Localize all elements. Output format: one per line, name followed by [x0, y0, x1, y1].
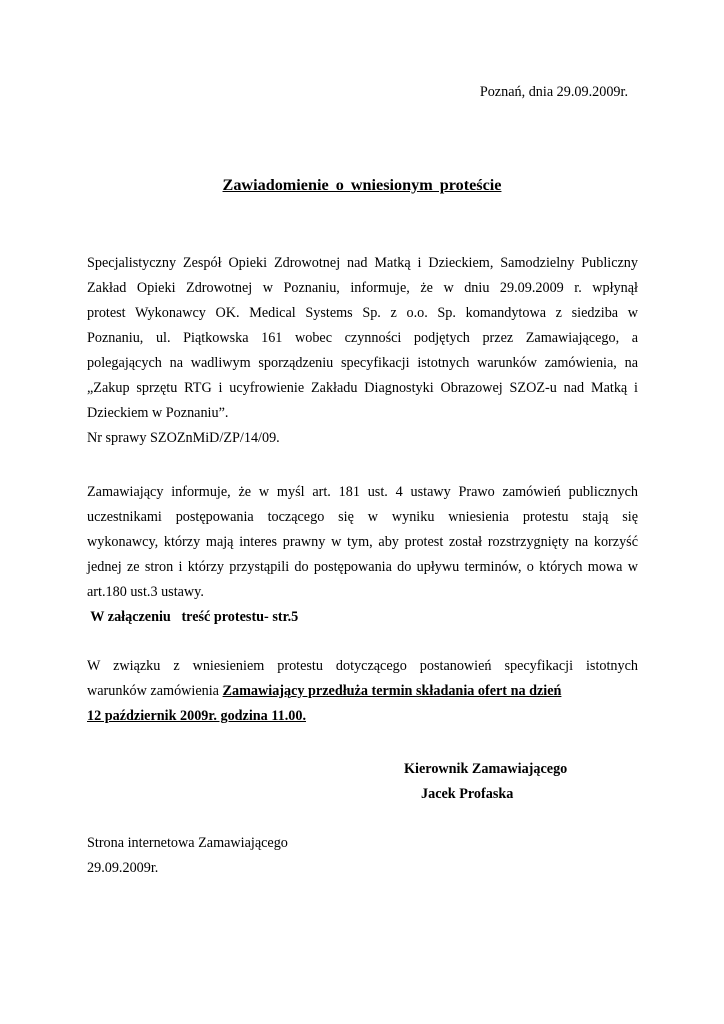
paragraph-line: Zamawiający informuje, że w myśl art. 181 ust. 4 ustawy Prawo zamówień publicznych	[87, 484, 638, 500]
signature-role: Kierownik Zamawiającego	[404, 761, 568, 777]
paragraph-line: W związku z wniesieniem protestu dotyczącego postanowień specyfikacji istotnych	[87, 658, 638, 674]
paragraph-line: Dzieckiem w Poznaniu”.	[87, 405, 229, 421]
date-place: Poznań, dnia 29.09.2009r.	[479, 84, 628, 100]
paragraph-notice	[87, 251, 638, 451]
paragraph-line: Poznaniu, ul. Piątkowska 161 wobec czynności podjętych przez Zamawiającego, a	[87, 330, 638, 346]
footer-date: 29.09.2009r.	[87, 860, 159, 876]
paragraph-line	[87, 679, 638, 704]
paragraph-line: uczestnikami postępowania toczącego się w wyniku wniesienia protestu stają się	[87, 509, 638, 525]
paragraph-deadline	[87, 654, 638, 729]
paragraph-line: Specjalistyczny Zespół Opieki Zdrowotnej nad Matką i Dzieckiem, Samodzielny Publiczny	[87, 255, 638, 271]
paragraph-line: Zakład Opieki Zdrowotnej w Poznaniu, informuje, że w dniu 29.09.2009 r. wpłynął	[87, 280, 638, 296]
footer-website: Strona internetowa Zamawiającego	[87, 835, 288, 851]
deadline-date: 12 październik 2009r. godzina 11.00.	[87, 708, 307, 724]
case-number: Nr sprawy SZOZnMiD/ZP/14/09.	[87, 430, 280, 446]
paragraph-participants	[87, 480, 638, 630]
paragraph-line: wykonawcy, którzy mają interes prawny w tym, aby protest został rozstrzygnięty na korzyść	[87, 534, 638, 550]
deadline-intro: warunków zamówienia	[87, 683, 223, 699]
signature-name: Jacek Profaska	[421, 786, 514, 802]
attachment-note: W załączeniu treść protestu- str.5	[87, 609, 299, 625]
paragraph-line: jednej ze stron i którzy przystąpili do postępowania do upływu terminów, o których mowa w	[87, 559, 638, 575]
paragraph-line: art.180 ust.3 ustawy.	[87, 584, 204, 600]
paragraph-line: „Zakup sprzętu RTG i ucyfrowienie Zakładu Diagnostyki Obrazowej SZOZ-u nad Matką i	[87, 380, 638, 396]
document-title: Zawiadomienie o wniesionym proteście	[222, 176, 502, 194]
paragraph-line: protest Wykonawcy OK. Medical Systems Sp. z o.o. Sp. komandytowa z siedziba w	[87, 305, 638, 321]
deadline-extension: Zamawiający przedłuża termin składania ofert na dzień	[222, 683, 562, 699]
paragraph-line: polegających na wadliwym sporządzeniu specyfikacji istotnych warunków zamówienia, na	[87, 355, 638, 371]
